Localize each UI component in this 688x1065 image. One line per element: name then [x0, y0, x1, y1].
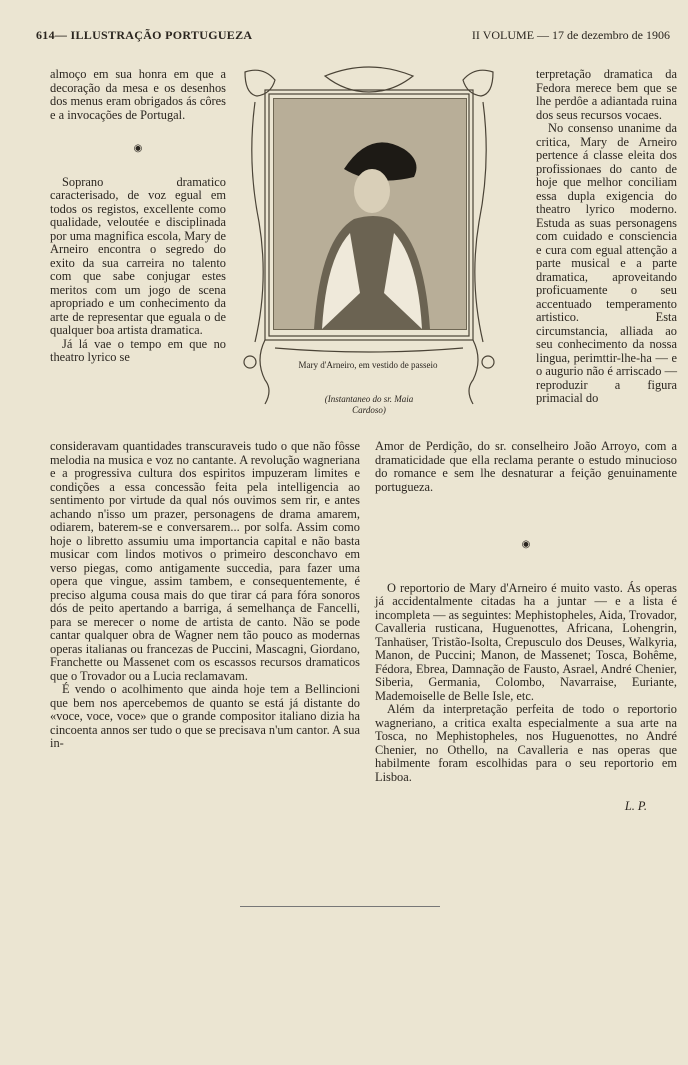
photo-credit: (Instantaneo do sr. Maia Cardoso) [324, 394, 414, 415]
paragraph: terpretação dramatica da Fedora merece bem que se lhe perdôe a adiantada ruina dos seus recursos vocaes. [536, 67, 677, 122]
bottom-rule [240, 906, 440, 907]
paragraph: Já lá vae o tempo em que no theatro lyrico se [50, 336, 226, 364]
paragraph: É vendo o acolhimento que ainda hoje tem a Bellincioni que bem nos apercebemos de quanto se está já distante do «voce, voce, voce» que o grande compositor italiano dizia ha cincoenta annos ser tudo o que se precisava n'um cantor. A sua in- [50, 682, 360, 750]
portrait-photo [273, 98, 467, 330]
portrait-figure [235, 62, 503, 422]
photo-caption: Mary d'Arneiro, em vestido de passeio [298, 360, 438, 370]
column-right-main [375, 440, 677, 814]
page-header [0, 28, 688, 48]
paragraph: O reportorio de Mary d'Arneiro é muito vasto. Ás operas já accidentalmente citadas ha a juntar — e a lista é incompleta — as seguintes: Mephistopheles, Aida, Trovador, Cavalleria rusticana, Huguenottes, Africana, Lohengrin, Tanhaüser, Tristão-Isolta, Crepusculo dos Deuses, Walkyria, Manon, de Puccini; Manon, de Massenet; Tosca, Bohême, Fédora, Ebrea, Damnação de Fausto, Asrael, André Chenier, Siberia, Germania, Colombo, Navarraise, Euriante, Mademoiselle de Belle Isle, etc. [375, 580, 678, 703]
paragraph: Soprano dramatico caracterisado, de voz egual em todos os registos, excellente como qualidade, veloutée e disciplinada por uma magnifica escola, Mary de Arneiro encontra o segredo do exito da sua carreira no talento com que sabe conjugar estes meritos com um jogo de scena apropriado e um conhecimento da arte de representar que eguala o de qualquer boa artista dramatica. [50, 174, 226, 337]
column-right-top [536, 68, 677, 406]
column-left-main [50, 440, 360, 751]
paragraph: consideravam quantidades transcuraveis tudo o que não fôsse melodia na musica e voz no cantante. A revolução wagneriana e a progressiva cultura dos espiritos impuzeram limites e condições a essa concessão feita pela intelligencia ao sentimento por virtude da qual nós ouvimos sem rir, e antes achando n'isso um prazer, personagens de drama amarem, odiarem, baterem-se e conversarem... por solfa. Assim como hoje o libretto assumiu uma importancia capital e não basta musicar com lindos motivos o primeiro desconchavo em verso piegas, como antigamente succedia, para fazer uma opera que vingue, assim tambem, e consequentemente, é preciso alguma cousa mais do que tirar cá para fóra sonoros dós de peito apertando a barriga, á semelhança de Fancelli, para se merecer o nome de artista de canto. Não se pode cantar qualquer obra de Wagner nem tão pouco as modernas operas italianas ou francezas de Puccini, Mascagni, Giordano, Franchette ou Massenet com os escassos recursos dramaticos que o Trovador ou a Lucia reclamavam. [50, 439, 360, 683]
ornament-separator: ◉ [521, 539, 531, 550]
column-left-top [50, 68, 226, 365]
header-right: II VOLUME — 17 de dezembro de 1906 [471, 28, 670, 42]
author-signature: L. P. [624, 799, 647, 813]
ornament-separator: ◉ [133, 143, 143, 154]
paragraph: Além da interpretação perfeita de todo o reportorio wagneriano, a critica exalta especialmente a sua arte na Tosca, no Mephistopheles, nos Huguenottes, no André Chenier, no Othello, na Cavalleria e nas operas que habilmente foram escolhidas para o seu reportorio em Lisboa. [375, 702, 677, 784]
paragraph: Amor de Perdição, do sr. conselheiro João Arroyo, com a dramaticidade que ella reclama perante o estudo minucioso do romance e sem lhe desnaturar a feição genuinamente portugueza. [375, 439, 677, 494]
paragraph: No consenso unanime da critica, Mary de Arneiro pertence á classe eleita dos profissionaes do canto de hoje que melhor conciliam essa dupla exigencia do theatro lyrico moderno. Estuda as suas personagens com cuidado e consciencia e cura com egual attenção a parte musical e a parte dramatica, aproveitando proficuamente o seu accentuado temperamento artistico. Esta circumstancia, alliada ao seu conhecimento da nossa lingua, perimttir-lhe-ha — e o augurio não é arriscado — reproduzir a figura primacial do [536, 121, 677, 405]
header-left: 614— ILLUSTRAÇÃO PORTUGUEZA [36, 28, 253, 42]
paragraph: almoço em sua honra em que a decoração da mesa e os desenhos dos menus eram obrigados ás côres e a invocações de Portugal. [50, 67, 226, 122]
